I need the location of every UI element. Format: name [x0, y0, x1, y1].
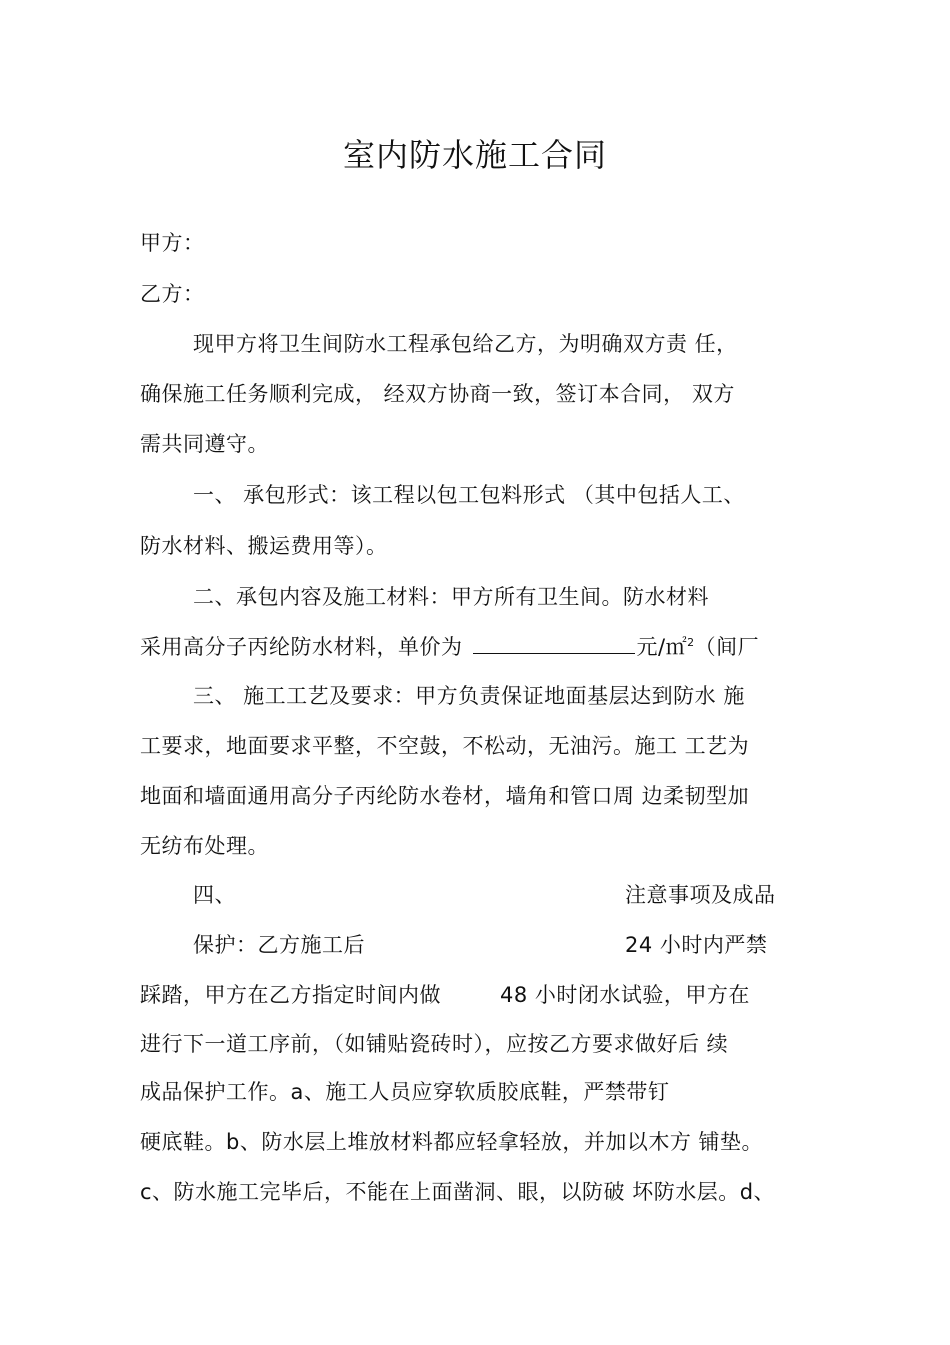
clause-4-line-2b: 24 小时内严禁 [625, 933, 768, 957]
preamble-line-3: 需共同遵守。 [140, 432, 269, 456]
clause-2-tail: （间厂 [694, 635, 760, 659]
clause-4-line-6: 硬底鞋。b、防水层上堆放材料都应轻拿轻放，并加以木方 铺垫。 [140, 1130, 764, 1154]
clause-2-price-text: 采用高分子丙纶防水材料，单价为 [140, 635, 463, 659]
clause-4-number: 四、 [193, 883, 236, 907]
clause-4-line-5: 成品保护工作。a、施工人员应穿软质胶底鞋，严禁带钉 [140, 1080, 670, 1104]
clause-2-line-1: 二、承包内容及施工材料：甲方所有卫生间。防水材料 [193, 585, 709, 609]
party-b-label: 乙方： [140, 282, 205, 306]
party-a-label: 甲方： [140, 231, 205, 255]
unit-superscript: 2 [687, 636, 695, 649]
clause-4-line-4: 进行下一道工序前，（如铺贴瓷砖时），应按乙方要求做好后 续 [140, 1032, 729, 1056]
clause-4-line-7: c、防水施工完毕后，不能在上面凿洞、眼，以防破 坏防水层。d、 [140, 1180, 776, 1204]
preamble-line-2: 确保施工任务顺利完成， 经双方协商一致，签订本合同， 双方 [140, 382, 735, 406]
clause-3-line-1: 三、 施工工艺及要求：甲方负责保证地面基层达到防水 施 [193, 684, 745, 708]
clause-2-line-2 [140, 632, 759, 662]
clause-4-line-3a: 踩踏，甲方在乙方指定时间内做 [140, 983, 441, 1007]
unit-label: 元/㎡ [636, 635, 688, 659]
clause-4-line-2a: 保护：乙方施工后 [193, 933, 365, 957]
preamble-line-1: 现甲方将卫生间防水工程承包给乙方，为明确双方责 任， [193, 332, 738, 356]
clause-3-line-2: 工要求，地面要求平整，不空鼓，不松动，无油污。施工 工艺为 [140, 734, 750, 758]
clause-4-heading: 注意事项及成品 [625, 883, 776, 907]
clause-4-line-3b: 48 小时闭水试验，甲方在 [500, 983, 750, 1007]
document-title: 室内防水施工合同 [342, 136, 607, 174]
clause-1-line-2: 防水材料、搬运费用等）。 [140, 534, 388, 558]
clause-3-line-3: 地面和墙面通用高分子丙纶防水卷材，墙角和管口周 边柔韧型加 [140, 784, 750, 808]
unit-price-blank [473, 633, 635, 654]
clause-1-line-1: 一、 承包形式：该工程以包工包料形式 （其中包括人工、 [193, 483, 745, 507]
clause-3-line-4: 无纺布处理。 [140, 834, 269, 858]
